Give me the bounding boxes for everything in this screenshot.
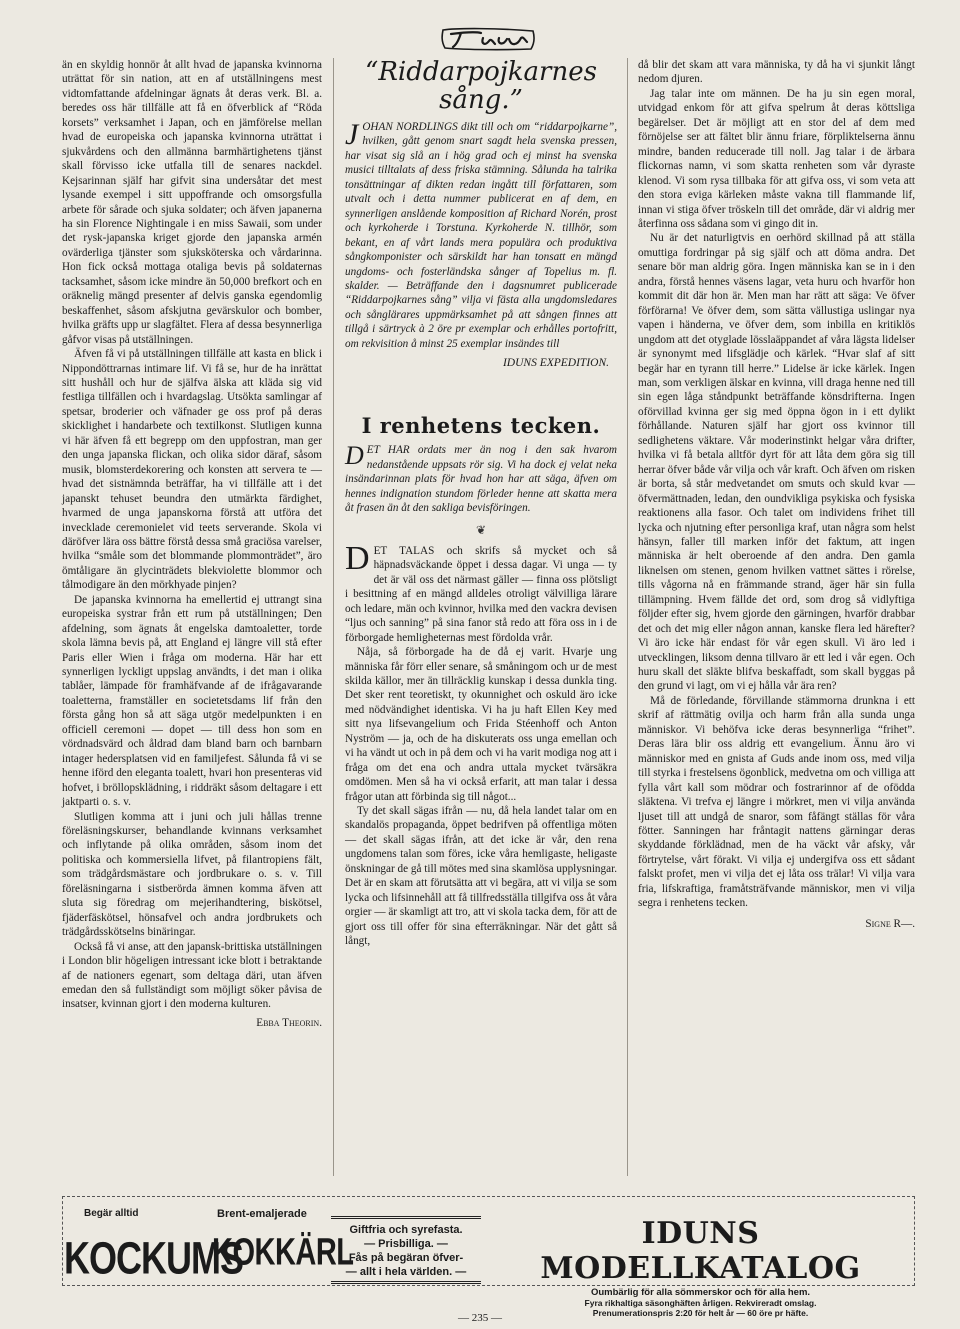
paragraph: Jag talar inte om männen. De ha ju sin egen moral, utvidgad enkom för att gifva spelrum åt deras köttsliga begärelser. Det är möjligt att en stor del af dem med förnöjelse ser att fältet blir ännu friare, förpliktelserna ännu mindre, banden reducerade till noll. Jag talar i de ärbara flickornas namn, vi som skatta renheten som vår dyraste klenod. Vi som rysa tillbaka för att gifva oss, vi som veta att den stora eviga kärleken måste vakna till flammande lif, innan vi stiga öfver tröskeln till det område, där vi aldrig mer återfinna oss sådana som vi gingo dit in. xyxy=(638,87,915,230)
gift-line: — Prisbilliga. — xyxy=(364,1238,448,1250)
signature-signe: Signe R—. xyxy=(865,917,915,930)
kockums-brand: KOCKUMS xyxy=(64,1232,243,1284)
iduns-catalog-sub: Prenumerationspris 2:20 för helt år — 60 öre pr häfte. xyxy=(592,1308,809,1318)
song-intro-text: OHAN NORDLINGS dikt till och om “riddarpojkarne”, hvilken, gått genom snart sagdt hela svenska pressen, har visat sig slå an i hög grad och ej minst ha svenska musici tilltalats af dess friska stämning. Sålunda ha talrika tonsättningar af dikten redan ingått till författaren, som utvalt och i detta nummer publicerat en af dem, en synnerligen anslående komposition af Richard Norén, prost och kyrkoherde i Torstuna. Kyrkoherde N. tillhör, som bekant, en af vårt lands mera populära och produktiva sångkomponister och särskildt har han tonsatt en mängd ungdoms- och fosterländska sånger af Topelius m. fl. skalder. — Beträffande den i dagsnumret publicerade “Riddarpojkarnes sång” vilja vi fästa alla ungdomsledares och sånglärares uppmärksamhet på att sången finnes att tillgå i särtryck à 2 öre pr exemplar och erhålles portofritt, om rekvisition å minst 25 exemplar insändes till xyxy=(345,121,617,350)
iduns-catalog-sub: Fyra rikhaltiga säsonghäften årligen. Rekvireradt omslag. xyxy=(584,1298,817,1308)
kockums-ad xyxy=(62,1196,354,1288)
page-number: — 235 — xyxy=(458,1312,502,1324)
ad-small-label: Begär alltid xyxy=(84,1208,139,1219)
paragraph: då blir det skam att vara människa, ty då ha vi sjunkit långt nedom djuren. xyxy=(638,59,915,86)
drop-cap: J xyxy=(345,118,359,151)
right-column xyxy=(638,58,915,931)
song-intro xyxy=(345,120,617,351)
kockarl-label: KOKKÄRL xyxy=(212,1232,354,1274)
gift-ad xyxy=(331,1196,481,1288)
kockarl-top-label: Brent-emaljerade xyxy=(217,1208,307,1220)
section-title: I renhetens tecken. xyxy=(361,412,601,438)
paragraph: Nu är det naturligtvis en oerhörd skillnad på att ställa omuttiga fordringar på sig själf och att döma andra. Det senare bör man aldrig göra. Ingen människa kan se in i den andra, förstå hennes väsens lagar, veta huru och hvarför hon kommit dit där hon är. Men man har rätt att säga: Ve öfver förförarna! Ve öfver dem, som sätta vällustiga uslingar nya vapen i händerna, ve öfver dem, som inbilla en kritiklös ungdom att det otyglade lösslaäppandet af våra lägsta lidelser är synonymt med lifsglädje och kärlek. “Hvar slaf af sitt begär har en tyrann till herre.” Lidelse är icke kärlek. Ingen man, som verkligen älskar en kvinna, vill draga henne ned till sin egen låga ståndpunkt beträffande könsdrifterna. Ingen oförvillad kvinna ger sig med öppna ögon in i ett dylikt förhållande. Naturen själf har gjort oss kvinnor till sedlighetens väktare. Vår moderinstinkt helgar våra drifter, hvilka vi få betala alltför dyrt för att låta dem göra sig till herrar öfver både vår vilja och vår kraft. Och äfven om risken är borta, så står medvetandet om smuts och skuld kvar — öfvermättnaden, ledan, den oundvikliga psykiska och fysiska reaktionens alla fasor. Och talet om individens frihet till lycka och njutning efter personliga kraf, utan några som helst hänsyn, faller till marken inför det faktum, att ingen människa är helt oberoende af den andra. Den gamla liknelsen om stenen, genom hvilken vattnet sättes i rörelse, tills vågorna nå en främmande strand, äger här sin fulla tillämpning. Hvem fällde det ord, som drog så vidlyftiga följder efter sig, hvem gjorde den gärningen, hvarför drabbar det och det mig eller någon annan, kanske flera led härefter? Vi äro icke här endast för vår egen skull. Vi äro led i utvecklingen, liksom denna tillvaro är ett led i vår egen. Och huru skall det släkte blifva beskaffadt, som skall byggas på den grund vi lagt, om vi ej hålla vår ära ren? xyxy=(638,232,915,693)
gift-line: Giftfria och syrefasta. xyxy=(349,1224,463,1236)
expedition-signature: IDUNS EXPEDITION. xyxy=(502,357,609,370)
iduns-catalog-sub: Oumbärlig för alla sömmerskor och för alla hem. xyxy=(590,1287,811,1298)
paragraph: Nåja, så förborgade ha de då ej varit. Hvarje ung människa får förr eller senare, så småningom och ur de mest skilda källor, mer än tillräcklig kunskap i dessa dunkla ting. Det sker rent teoretiskt, ty okunnighet och oskuld äro icke med nödvändighet identiska. Vi ha ju haft Ellen Key med sitt nya lifsevangelium och Frida Stéenhoff och Anton Nyström — ja, och de ha diskuterats oss unga emellan och vi ha vändt ut och in på dem och vi ha varit modiga nog att i fråga om det ena och andra uttala mycket tvärsäkra omdömen. Men så ha vi också erfarit, att man talar i dessa frågor utan att förbinda sig till något... xyxy=(345,646,617,803)
column-divider xyxy=(627,58,628,1176)
section-intro-text: ET HAR ordats mer än nog i den sak hvarom nedanstående uppsats rör sig. Vi ha dock ej velat neka insändarinnan plats för hvad hon har att säga, äfven om hennes indignation stundom förleder henne att skatta mera åt frasen än åt den sakliga bevisföringen. xyxy=(345,444,617,514)
signature-ebba-theorin: Ebba Theorin. xyxy=(256,1016,322,1029)
article-body xyxy=(345,539,617,949)
section-intro xyxy=(345,443,617,515)
iduns-catalog-title: IDUNS MODELLKATALOG xyxy=(540,1216,861,1286)
column-divider xyxy=(333,58,334,1176)
ornament-icon: ❦ xyxy=(475,523,487,538)
drop-cap: D xyxy=(345,441,364,471)
gift-line: — allt i hela världen. — xyxy=(345,1266,467,1278)
drop-cap: D xyxy=(345,539,370,577)
gift-line: Fås på begäran öfver- xyxy=(348,1252,464,1264)
paragraph xyxy=(345,539,617,645)
left-column xyxy=(62,58,322,1030)
paragraph: De japanska kvinnorna ha emellertid ej uttrangt sina europeiska systrar från ett rum på utställningen; Den afdelning, som ägnats åt engelska damtoaletter, torde skola lämna bevis på, att England ej längre vill stå efter Paris eller Wien i fråga om moderna. Här har ett synnerligen lyckligt uppslag användts, i det man i olika tablåer, lämpade för framhäfvande af de ifrågavarande toaletterna, framställer en societetsdams lif från den första gång hon så att säga utgör medelpunkten i en officiell ceremoni — dopet — till dess hon som en vördnadsvärd och åldrad dam bland barn och barnbarn intager hedersplatsen vid en familjefest. Sålunda få vi se henne iförd den eleganta toalett, hvari hon presenteras vid hofvet, i bröllopsklädning, i riddräkt såsom deltagare i ett jaktparti o. s. v. xyxy=(62,593,322,809)
paragraph-text: ET TALAS och skrifs så mycket och så häpnadsväckande öppet i dessa dagar. Vi unga — ty det är väl oss det närmast gäller — finna oss plötsligt i besittning af en mängd alldeles otroligt välvilliga lärare och ledare, män och kvinnor, hvilka med den vackra devisen “ljus och sanning” på sina fanor stå redo att föra oss in i de förborgade hemligheternas mest fördolda vrår. xyxy=(345,544,617,644)
iduns-catalog-ad xyxy=(486,1196,915,1318)
paragraph: Också få vi anse, att den japansk-brittiska utställningen i London blir högeligen intressant icke blott i betraktande af de nationers egenart, som deltaga däri, utan äfven emedan den så fullständigt som möjligt söker påvisa de insatser, kvinnan gjort i den moderna kulturen. xyxy=(62,940,322,1011)
paragraph: än en skyldig honnör åt allt hvad de japanska kvinnorna uträttat för sin nation, att en af utställningens mest vidtomfattande afdelningar ägnats åt deras verk. Bl. a. beredes oss här tillfälle att få en öfverblick af “Röda korsets” verksamhet i Japan, och en jämförelse mellan hvad de europeiska och japanska kvinnorna uträttat i sjukvårdens och den allmänna barmhärtighetens tjänst skall förvisso icke utfalla till de senares nackdel. Kejsarinnan själf har gifvit sina undersåtar det mest lysande exempel i sitt uppoffrande och omsorgsfulla arbete för sårade och sjuka soldater; och äfven japanerna ha sin Florence Nightingale i en miss Sawaii, som under det rysk-japanska kriget gjorde den japanska armén ovärderliga tjänster som sjuksköterska och vårdarinna. Hon fick också mottaga otaliga bevis på soldaternas tacksamhet, såsom icke mindre än 50,000 brefkort och en oräknelig mängd presenter af delvis ganska egendomlig beskaffenhet, såsom afskjutna gevärskulor och bomber, hvilka gräfts upp ur slagfältet. Flera af dessa besynnerliga gåfvor visas på utställningen. xyxy=(62,59,322,346)
middle-column xyxy=(345,58,617,949)
paragraph: Äfven få vi på utställningen tillfälle att kasta en blick i Nippondöttrarnas intimare lif. Vi få se, hur de ha inrättat sitt hushåll och hur de själfva älska att kläda sig vid festliga tillfällen och i hvardagslag. Utsökta samlingar af spetsar, broderier och väfnader ge oss prof på deras skicklighet i handarbete och textilkonst. Slutligen kunna vi här äfven få ett begrepp om den uppfostran, man ger den unga japanska flickan, och olika sidor däraf, såsom musik, blomsterdekorering och konsten att servera te — hvad det sistnämnda beträffar, ha vi tillfälle att i det japanskt tehuset beundra den utmärkta färdighet, hvarmed de unga japanskorna förstå att utföra det invecklade ceremonielet vid teets serverande. Skola vi däröfver lära oss bättre förstå dessa små graciösa varelser, hvilka “smålе som det blommande plommonträdet”, äro ömtåligare än glycinträdets blekviolette blommor och tålmodigare än den mörkhyade pinjen? xyxy=(62,348,322,592)
idun-logo xyxy=(437,26,539,52)
song-title: “Riddarpojkarnes sång.” xyxy=(365,57,597,115)
gift-box xyxy=(331,1216,481,1284)
paragraph: Ty det skall sägas ifrån — nu, då hela landet talar om en skandalös propaganda, öppet bedrifven på offentliga möten — det skall sägas ifrån, att det icke är vår, den rena ungdomens talan som föres, icke våra hemligaste, heligaste önskningar de gå till mötes med sina skamlösa upplysningar. Det är en skam att förutsätta att vi begära, att vi vilja se som lycka och lifsinnehåll att få tillfredsställa tillgifva oss åt våra orgier — är skamligt att tro, att vi skola tacka dem, för att de gjort oss till offer för sina efterräkningar. När det gått så långt, xyxy=(345,805,617,948)
paragraph: Må de förledande, förvillande stämmorna drunkna i ett skrif af rättmätig ovilja och harm från alla sunda unga människor. Vi behöfva icke deras besynnerliga “frihet”. Deras lära blir oss aldrig ett evangelium. Ännu äro vi människor med en gnista af Guds ande inom oss, med vilja till styrka i frestelsens ögonblick, medvetna om och villiga att fylla vårt kall som mödrar och fostrarinnor af de ofödda släktena. Vi trefva ej längre i mörkret, men vi vilja använda ljuset till att undgå de snaror, som fåfängt ställas för våra fötter. Sanningen har fråntagit nattens gärningar deras skyddande förklädnad, men de ha väckt vår afsky, vår förtrytelse, vårt förakt. Vi vilja ej undergifva oss ett sådant falskt profet, men vi vilja det ej låta oss trälar! Vi vilja vara fria, lifskraftiga, framåtsträfvande människor, men vi vilja segra i renhetens tecken. xyxy=(638,694,915,910)
paragraph: Slutligen komma att i juni och juli hållas trenne föreläsningskurser, behandlande kvinnans verksamhet och inflytande på olika områden, såsom inom det politiska och kommersiella lifvet, på filantropiens fält, som trädgårdsmästare och jordbrukare o. s. v. Till föreläsningarna i sistberörda ämnen komma äfven att sluta sig föredrag om mejerihandtering, biskötsel, fjäderfäskötsel, hönsafvel och andra jordbrukets och trädgårdsskötselns binäringar. xyxy=(62,810,322,939)
